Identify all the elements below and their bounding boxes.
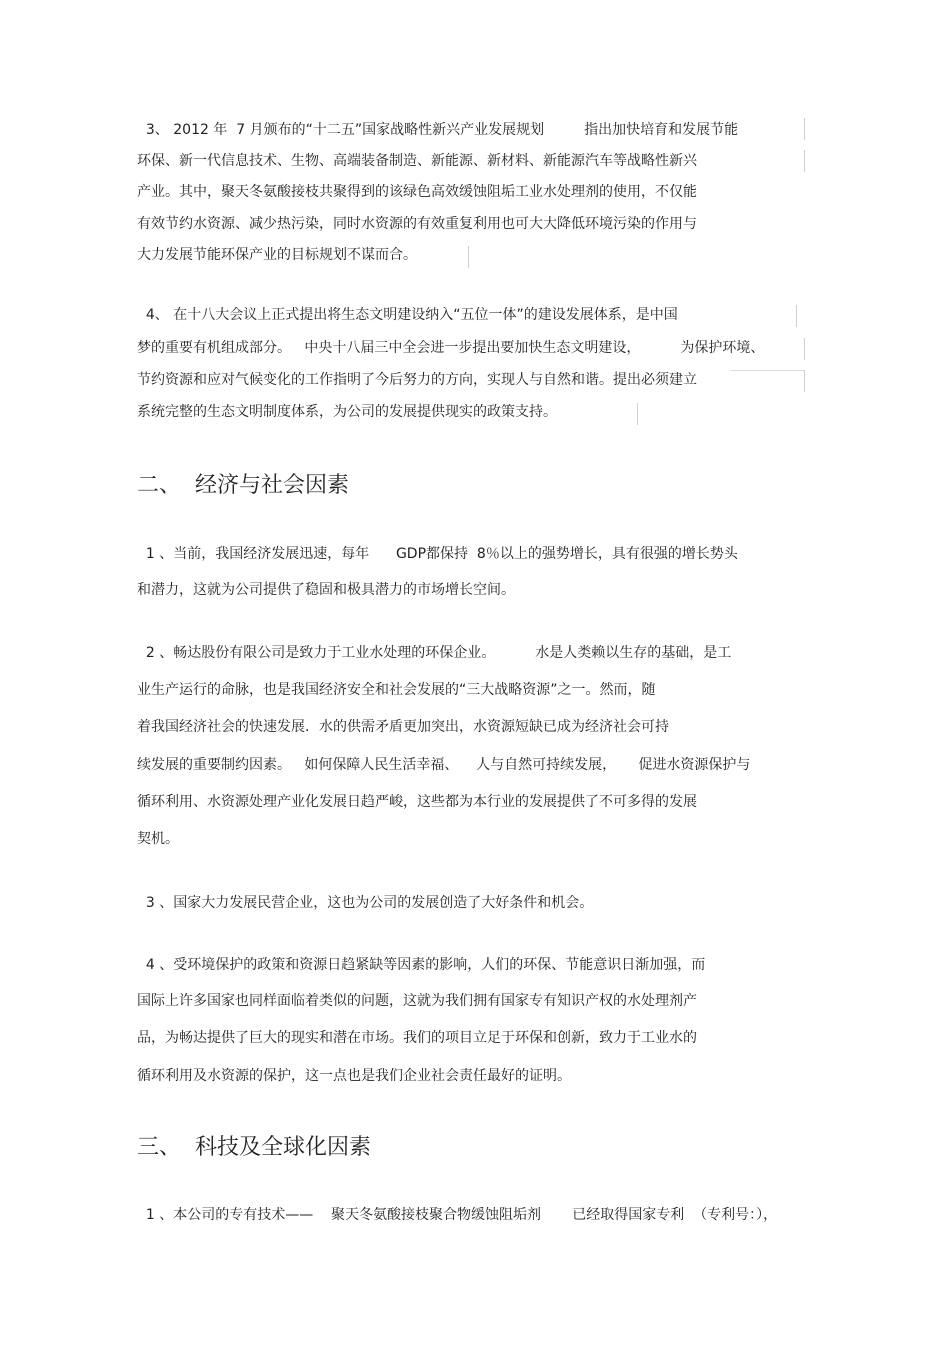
text-line: 系统完整的生态文明制度体系，为公司的发展提供现实的政策支持。 — [137, 404, 557, 420]
text-line: 国际上许多国家也同样面临着类似的问题，这就为我们拥有国家专有知识产权的水处理剂产 — [137, 993, 697, 1009]
text-line: 节约资源和应对气候变化的工作指明了今后努力的方向，实现人与自然和谐。提出必须建立 — [137, 372, 697, 388]
text-line: 4 、受环境保护的政策和资源日趋紧缺等因素的影响，人们的环保、节能意识日渐加强，而 — [137, 957, 706, 973]
text-line: 品，为畅达提供了巨大的现实和潜在市场。我们的项目立足于环保和创新，致力于工业水的 — [137, 1030, 697, 1046]
text-line: 3 、国家大力发展民营企业，这也为公司的发展创造了大好条件和机会。 — [137, 895, 594, 911]
section-heading-tech: 三、 科技及全球化因素 — [137, 1135, 371, 1160]
text-line: 和潜力，这就为公司提供了稳固和极具潜力的市场增长空间。 — [137, 582, 515, 598]
scan-rule — [804, 150, 805, 172]
text-line: 梦的重要有机组成部分。 中央十八届三中全会进一步提出要加快生态文明建设， 为保护环境、 — [137, 340, 765, 356]
scan-rule — [637, 403, 638, 425]
text-line: 循环利用及水资源的保护，这一点也是我们企业社会责任最好的证明。 — [137, 1068, 571, 1084]
scan-rule — [730, 370, 804, 371]
section-heading-economic: 二、 经济与社会因素 — [137, 473, 349, 498]
text-line: 契机。 — [137, 831, 179, 847]
scan-rule — [796, 305, 797, 327]
text-line: 续发展的重要制约因素。 如何保障人民生活幸福、 人与自然可持续发展， 促进水资源保护与 — [137, 757, 751, 773]
text-line: 着我国经济社会的快速发展．水的供需矛盾更加突出，水资源短缺已成为经济社会可持 — [137, 719, 669, 735]
scan-rule — [468, 246, 469, 268]
scan-rule — [804, 118, 805, 140]
text-line: 2 、畅达股份有限公司是致力于工业水处理的环保企业。 水是人类赖以生存的基础，是工 — [137, 645, 732, 661]
text-line: 3、 2012 年 7 月颁布的“十二五”国家战略性新兴产业发展规划 指出加快培育和发展节能 — [137, 122, 739, 138]
text-line: 业生产运行的命脉，也是我国经济安全和社会发展的“三大战略资源”之一。然而，随 — [137, 682, 656, 698]
text-line: 有效节约水资源、减少热污染，同时水资源的有效重复利用也可大大降低环境污染的作用与 — [137, 216, 697, 232]
text-line: 1 、本公司的专有技术—— 聚天冬氨酸接枝聚合物缓蚀阻垢剂 已经取得国家专利 （专利号：）， — [137, 1207, 778, 1223]
text-line: 1 、当前，我国经济发展迅速，每年 GDP都保持 8％以上的强势增长，具有很强的增长势头 — [137, 546, 738, 562]
text-line: 环保、新一代信息技术、生物、高端装备制造、新能源、新材料、新能源汽车等战略性新兴 — [137, 153, 697, 169]
text-line: 产业。其中，聚天冬氨酸接枝共聚得到的该绿色高效缓蚀阻垢工业水处理剂的使用，不仅能 — [137, 184, 697, 200]
text-line: 大力发展节能环保产业的目标规划不谋而合。 — [137, 247, 417, 263]
scan-rule — [804, 338, 805, 360]
text-line: 4、 在十八大会议上正式提出将生态文明建设纳入“五位一体”的建设发展体系，是中国 — [137, 307, 678, 323]
scan-rule — [804, 370, 805, 392]
text-line: 循环利用、水资源处理产业化发展日趋严峻，这些都为本行业的发展提供了不可多得的发展 — [137, 794, 697, 810]
